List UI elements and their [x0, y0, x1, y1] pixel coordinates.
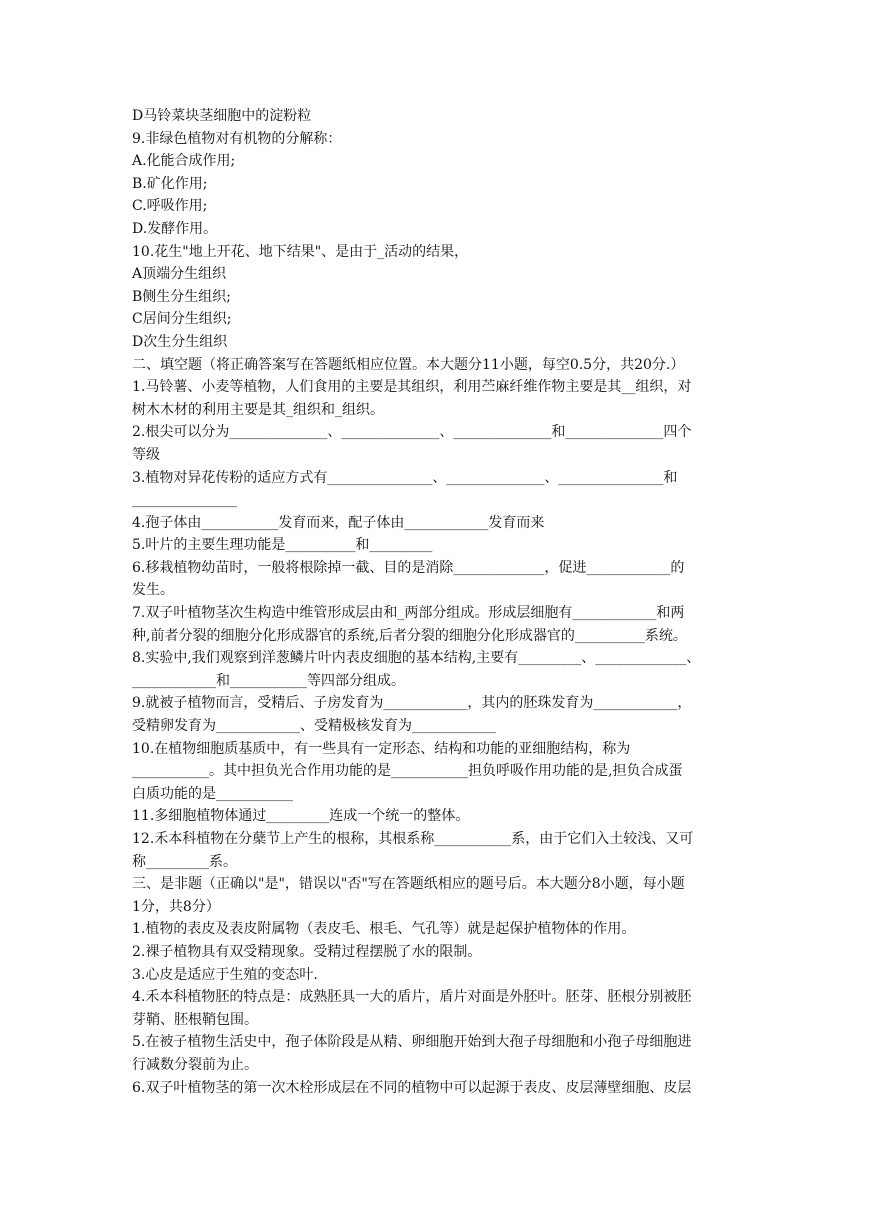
fill-12-line-1: 12.禾本科植物在分蘖节上产生的根称，其根系称___________系，由于它们入土较浅、又可 — [132, 831, 694, 847]
tf-6-line-1: 6.双子叶植物茎的第一次木栓形成层在不同的植物中可以起源于表皮、皮层薄壁细胞、皮层 — [132, 1079, 692, 1096]
fill-7-line-2: 种,前者分裂的细胞分化形成器官的系统,后者分裂的细胞分化形成器官的__________系统。 — [132, 627, 687, 644]
fill-12-line-2: 称_________系。 — [132, 853, 237, 870]
fill-11: 11.多细胞植物体通过_________连成一个统一的整体。 — [132, 808, 470, 825]
question-10-option-d: D次生分生组织 — [132, 333, 228, 350]
section-3-heading-line-1: 三、是非题（正确以"是"，错误以"否"写在答题纸相应的题号后。本大题分8小题，每小题 — [132, 876, 685, 893]
fill-10-line-2: ___________。其中担负光合作用功能的是___________担负呼吸作用功能的是,担负合成蛋 — [132, 763, 683, 780]
tf-2: 2.裸子植物具有双受精现象。受精过程摆脱了水的限制。 — [132, 943, 482, 960]
fill-4: 4.孢子体由___________发育而来，配子体由____________发育而来 — [132, 514, 545, 531]
fill-3-line-1: 3.植物对异花传粉的适应方式有_______________、______________、_______________和 — [132, 469, 678, 486]
fill-10-line-3: 白质功能的是___________ — [132, 785, 293, 802]
section-3-heading-line-2: 1分，共8分） — [132, 898, 220, 915]
fill-8-line-2: ____________和___________等四部分组成。 — [132, 672, 405, 689]
fill-10-line-1: 10.在植物细胞质基质中，有一些具有一定形态、结构和功能的亚细胞结构，称为 — [132, 740, 631, 757]
question-10-option-a: A顶端分生组织 — [132, 266, 227, 283]
text-line: D马铃菜块茎细胞中的淀粉粒 — [132, 108, 312, 124]
section-2-heading: 二、填空题（将正确答案写在答题纸相应位置。本大题分11小题，每空0.5分，共20分.） — [132, 356, 685, 373]
tf-1: 1.植物的表皮及表皮附属物（表皮毛、根毛、气孔等）就是起保护植物体的作用。 — [132, 921, 636, 938]
fill-9-line-2: 受精卵发育为____________、受精极核发育为____________ — [132, 718, 496, 735]
question-9-option-b: B.矿化作用; — [132, 175, 208, 192]
fill-9-line-1: 9.就被子植物而言，受精后、子房发育为____________，其内的胚珠发育为____________， — [132, 695, 692, 712]
fill-2-line-2: 等级 — [132, 446, 160, 463]
fill-6-line-1: 6.移栽植物幼苗时，一般将根除掉一截、目的是消除_____________，促进____________的 — [132, 559, 685, 576]
tf-4-line-2: 芽鞘、胚根鞘包围。 — [132, 1011, 258, 1028]
tf-5-line-2: 行减数分裂前为止。 — [132, 1056, 258, 1073]
question-10-option-b: B侧生分生组织; — [132, 288, 232, 305]
fill-7-line-1: 7.双子叶植物茎次生构造中维管形成层由和_两部分组成。形成层细胞有____________和两 — [132, 605, 685, 622]
document-body — [132, 105, 738, 1099]
question-9-stem: 9.非绿色植物对有机物的分解称： — [132, 130, 342, 147]
fill-2-line-1: 2.根尖可以分为______________、______________、______________和______________四个 — [132, 424, 692, 441]
question-9-option-a: A.化能合成作用; — [132, 153, 236, 170]
fill-6-line-2: 发生。 — [132, 582, 174, 599]
fill-1-line-2: 树木木材的利用主要是其_组织和_组织。 — [132, 401, 384, 418]
tf-5-line-1: 5.在被子植物生活史中，孢子体阶段是从精、卵细胞开始到大孢子母细胞和小孢子母细胞进 — [132, 1034, 692, 1051]
fill-3-line-2: _______________ — [132, 492, 237, 509]
fill-8-line-1: 8.实验中,我们观察到洋葱鳞片叶内表皮细胞的基本结构,主要有_________、_____________、 — [132, 650, 701, 667]
question-10-option-c: C居间分生组织; — [132, 311, 232, 328]
fill-5: 5.叶片的主要生理功能是__________和_________ — [132, 537, 433, 554]
tf-3: 3.心皮是适应于生殖的变态叶. — [132, 966, 318, 983]
question-9-option-c: C.呼吸作用; — [132, 198, 208, 215]
question-10-stem: 10.花生"地上开花、地下结果"、是由于_活动的结果， — [132, 243, 469, 260]
fill-1-line-1: 1.马铃薯、小麦等植物，人们食用的主要是其组织，利用苎麻纤维作物主要是其__组织，对 — [132, 379, 692, 396]
tf-4-line-1: 4.禾本科植物胚的特点是：成熟胚具一大的盾片，盾片对面是外胚叶。胚芽、胚根分别被胚 — [132, 989, 692, 1006]
question-9-option-d: D.发酵作用。 — [132, 220, 218, 237]
